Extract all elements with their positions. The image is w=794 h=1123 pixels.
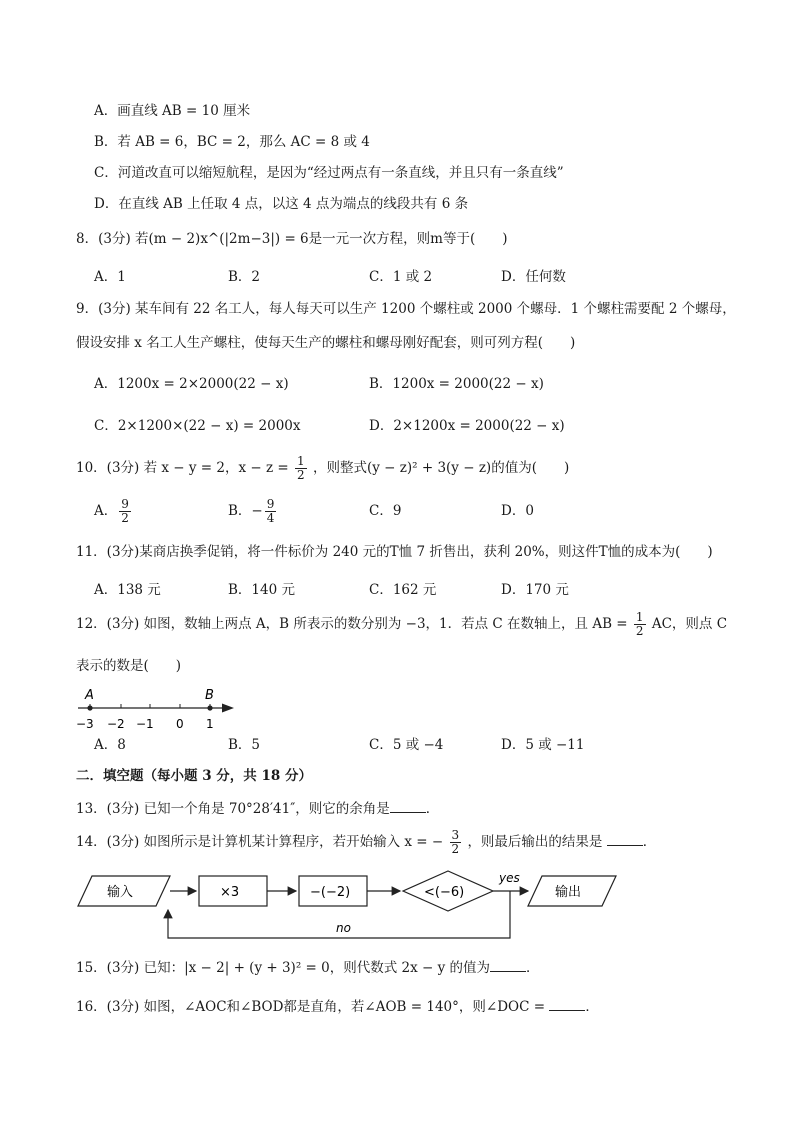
q10-option-a-denominator: 2	[121, 511, 129, 525]
q12-stem-pre: 12．(3分) 如图，数轴上两点 A，B 所表示的数分别为 −3，1．若点 C 在数轴上，且 AB =	[76, 616, 628, 632]
flow-subtract-label: −(−2)	[310, 885, 351, 900]
point-b-dot	[207, 705, 212, 710]
point-a-dot	[87, 705, 92, 710]
q12-stem-line2: 表示的数是( )	[76, 658, 182, 674]
q12-fraction	[634, 611, 646, 638]
q7-option-b: B．若 AB = 6，BC = 2，那么 AC = 8 或 4	[94, 134, 370, 150]
q8-option-c: C．1 或 2	[369, 269, 433, 285]
q10-option-a-label: A．	[94, 503, 118, 519]
q12-option-b: B．5	[228, 737, 261, 753]
q10-option-b-label: B．−	[228, 503, 263, 519]
q12-fraction-numerator: 1	[635, 610, 644, 624]
q10-option-c: C．9	[369, 503, 402, 519]
q15-answer-blank[interactable]	[490, 959, 526, 972]
q14-fraction	[450, 829, 462, 856]
q10-fraction-numerator: 1	[297, 454, 305, 468]
q13-answer-blank[interactable]	[390, 800, 426, 813]
q10-fraction	[295, 455, 307, 482]
q10-option-b-numerator: 9	[266, 497, 275, 511]
flow-no-label: no	[336, 921, 351, 935]
q12-option-c: C．5 或 −4	[369, 737, 444, 753]
q13-stem-pre: 13．(3分) 已知一个角是 70°28′41″，则它的余角是	[76, 801, 390, 817]
q9-option-d: D．2×1200x = 2000(22 − x)	[369, 418, 565, 434]
q13-stem-post: ．	[425, 801, 440, 817]
q11-option-c: C．162 元	[369, 582, 437, 598]
flow-input-label: 输入	[107, 885, 134, 900]
q12-stem-post: AC，则点 C	[651, 616, 728, 632]
q10-stem	[76, 451, 569, 485]
q15-stem-pre: 15．(3分) 已知：|x − 2| + (y + 3)² = 0，则代数式 2x − y 的值为	[76, 960, 491, 976]
tick-label-neg1: −1	[136, 717, 154, 731]
q16-stem	[76, 998, 599, 1016]
q11-option-d: D．170 元	[501, 582, 569, 598]
q9-option-a: A．1200x = 2×2000(22 − x)	[94, 376, 289, 392]
q12-option-d: D．5 或 −11	[501, 737, 585, 753]
q13-stem	[76, 800, 439, 818]
q11-stem: 11．(3分)某商店换季促销，将一件标价为 240 元的T恤 7 折售出，获利 20%，则这件T恤的成本为( )	[76, 544, 713, 560]
flow-output-label: 输出	[555, 885, 582, 900]
q14-stem	[76, 825, 656, 859]
flow-multiply-label: ×3	[220, 885, 240, 900]
q8-option-a: A．1	[94, 269, 126, 285]
q12-fraction-denominator: 2	[635, 624, 644, 638]
section-fill-blank-heading: 二．填空题（每小题 3 分，共 18 分）	[76, 768, 312, 784]
q7-option-d: D．在直线 AB 上任取 4 点，以这 4 点为端点的线段共有 6 条	[94, 196, 469, 212]
q10-option-b	[228, 494, 278, 528]
q14-stem-mid: ，则最后输出的结果是	[467, 834, 603, 850]
q9-option-b: B．1200x = 2000(22 − x)	[369, 376, 544, 392]
q12-stem	[76, 607, 727, 641]
q9-line1: 9．(3分) 某车间有 22 名工人，每人每天可以生产 1200 个螺柱或 2000 个螺母．1 个螺柱需要配 2 个螺母，	[76, 301, 736, 317]
q16-answer-blank[interactable]	[549, 998, 585, 1011]
q16-stem-post: ．	[585, 999, 599, 1015]
q15-stem-post: ．	[526, 960, 540, 976]
q14-answer-blank[interactable]	[607, 833, 643, 846]
point-b-label: B	[205, 688, 214, 703]
q9-line2: 假设安排 x 名工人生产螺柱，使每天生产的螺柱和螺母刚好配套，则可列方程( )	[76, 335, 576, 351]
tick-label-neg2: −2	[107, 717, 125, 731]
q12-option-a: A．8	[94, 737, 126, 753]
q10-option-d: D．0	[501, 503, 534, 519]
q16-stem-pre: 16．(3分) 如图，∠AOC和∠BOD都是直角，若∠AOB = 140°，则∠DOC =	[76, 999, 546, 1015]
q14-fraction-denominator: 2	[451, 842, 460, 856]
tick-label-neg3: −3	[76, 717, 94, 731]
q8-option-b: B．2	[228, 269, 261, 285]
q10-option-a-fraction	[119, 498, 131, 525]
q14-stem-post: ．	[642, 834, 657, 850]
point-a-label: A	[85, 688, 94, 703]
tick-label-1: 1	[206, 717, 214, 731]
q8-stem: 8．(3分) 若(m − 2)x^(|2m−3|) = 6是一元一次方程，则m等于( )	[76, 231, 508, 247]
q7-option-a: A．画直线 AB = 10 厘米	[94, 103, 251, 119]
q9-option-c: C．2×1200×(22 − x) = 2000x	[94, 418, 301, 434]
q7-option-c: C．河道改直可以缩短航程，是因为“经过两点有一条直线，并且只有一条直线”	[94, 165, 564, 181]
q14-stem-pre: 14．(3分) 如图所示是计算机某计算程序，若开始输入 x = −	[76, 834, 444, 850]
q10-stem-pre: 10．(3分) 若 x − y = 2，x − z =	[76, 460, 289, 476]
q11-option-a: A．138 元	[94, 582, 161, 598]
q8-option-d: D．任何数	[501, 269, 566, 285]
q15-stem	[76, 959, 540, 977]
number-line-figure	[74, 684, 244, 732]
q10-fraction-denominator: 2	[297, 468, 305, 482]
flow-condition-label: <(−6)	[424, 885, 465, 900]
tick-label-0: 0	[176, 717, 184, 731]
q10-option-b-denominator: 4	[266, 511, 275, 525]
q10-option-a	[94, 494, 133, 528]
q10-option-b-fraction	[265, 498, 277, 525]
flow-yes-label: yes	[499, 871, 520, 885]
flowchart-figure	[70, 866, 630, 942]
q10-stem-post: ，则整式(y − z)² + 3(y − z)的值为( )	[312, 460, 570, 476]
q11-option-b: B．140 元	[228, 582, 295, 598]
q14-fraction-numerator: 3	[451, 828, 460, 842]
number-line-arrow	[222, 704, 234, 713]
q10-option-a-numerator: 9	[121, 497, 129, 511]
